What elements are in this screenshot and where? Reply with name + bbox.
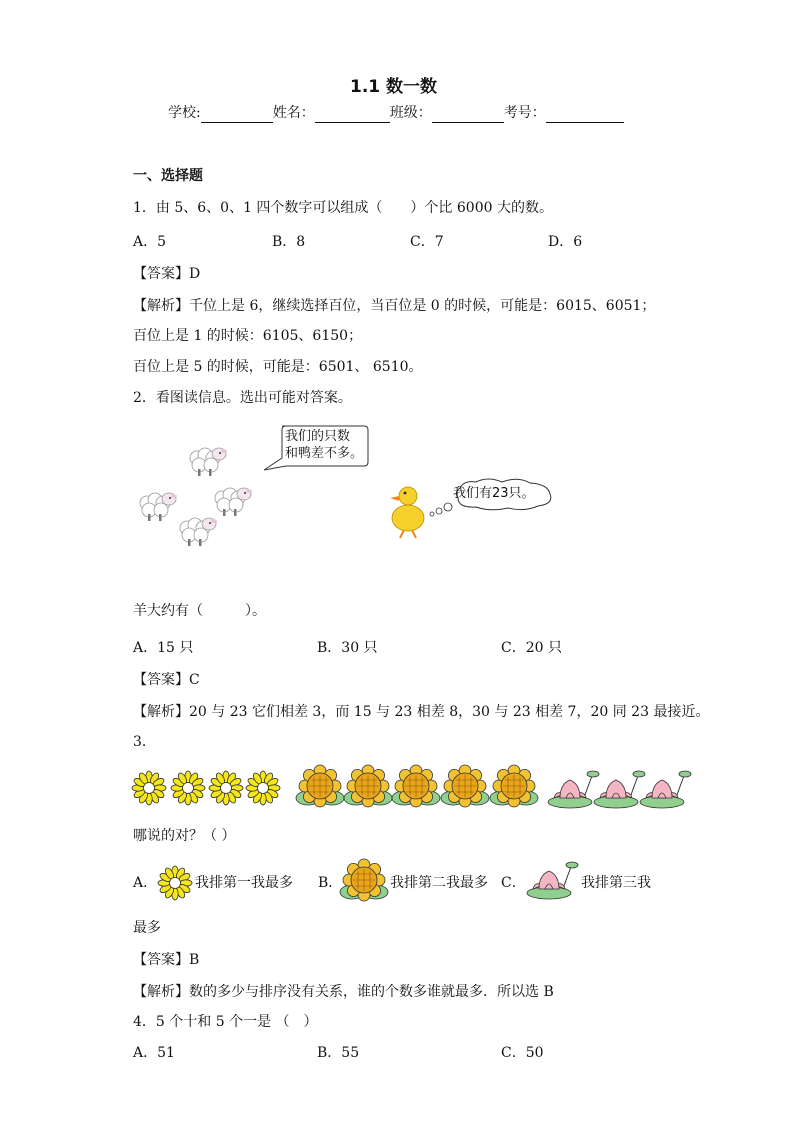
sheep-bubble-line-1: 我们的只数 bbox=[285, 429, 351, 444]
q3-option-c-text: 我排第三我 bbox=[581, 875, 651, 891]
q1-stem: 1．由 5、6、0、1 四个数字可以组成（ ）个比 6000 大的数。 bbox=[133, 200, 553, 216]
q1-answer: 【答案】D bbox=[133, 266, 201, 282]
q4-option-b: B．55 bbox=[317, 1045, 360, 1061]
page-title: 1.1 数一数 bbox=[350, 77, 438, 97]
q3-option-a-text: 我排第一我最多 bbox=[195, 875, 293, 891]
sunflower-group bbox=[296, 765, 538, 807]
sheep-group-figure bbox=[130, 430, 270, 555]
q2-option-c: C．20 只 bbox=[501, 640, 562, 656]
q1-analysis-3: 百位上是 5 的时候，可能是：6501、 6510。 bbox=[133, 359, 423, 375]
q4-option-a: A．51 bbox=[133, 1045, 175, 1061]
name-label: 姓名： bbox=[272, 105, 315, 121]
q2-question: 羊大约有（ ）。 bbox=[133, 603, 266, 619]
q2-stem: 2．看图读信息。选出可能对答案。 bbox=[133, 390, 352, 406]
school-blank[interactable] bbox=[201, 108, 273, 123]
class-label: 班级： bbox=[389, 105, 432, 121]
q1-option-c: C．7 bbox=[410, 234, 444, 250]
duck-bubble-text: 我们有23只。 bbox=[453, 486, 535, 501]
q1-analysis-2: 百位上是 1 的时候：6105、6150； bbox=[133, 328, 363, 344]
daisy-group bbox=[132, 771, 280, 805]
q2-analysis: 【解析】20 与 23 它们相差 3，而 15 与 23 相差 8，30 与 23 相差 7，20 同 23 最接近。 bbox=[133, 704, 710, 720]
q1-option-a: A．5 bbox=[133, 234, 167, 250]
q3-option-b-text: 我排第二我最多 bbox=[390, 875, 488, 891]
q4-option-c: C．50 bbox=[501, 1045, 544, 1061]
q3-option-a-letter: A． bbox=[133, 875, 158, 891]
q3-analysis: 【解析】数的多少与排序没有关系，谁的个数多谁就最多．所以选 B bbox=[133, 984, 554, 1000]
exam-no-blank[interactable] bbox=[546, 108, 624, 123]
student-info-line bbox=[168, 103, 624, 123]
lotus-icon bbox=[527, 855, 577, 905]
sheep-bubble-text bbox=[285, 428, 363, 462]
q3-answer: 【答案】B bbox=[133, 952, 200, 968]
q4-stem: 4．5 个十和 5 个一是 （ ） bbox=[133, 1014, 318, 1030]
q2-option-b: B．30 只 bbox=[317, 640, 378, 656]
exam-no-label: 考号： bbox=[503, 105, 546, 121]
q3-question: 哪说的对？（ ） bbox=[133, 828, 236, 844]
school-label: 学校: bbox=[168, 105, 201, 121]
section-heading: 一、选择题 bbox=[133, 168, 203, 184]
q3-option-c-letter: C． bbox=[501, 875, 526, 891]
q1-option-b: B．8 bbox=[272, 234, 306, 250]
q2-answer: 【答案】C bbox=[133, 672, 200, 688]
q2-option-a: A．15 只 bbox=[133, 640, 194, 656]
class-blank[interactable] bbox=[432, 108, 504, 123]
daisy-icon bbox=[158, 866, 192, 900]
q3-option-c-wrap: 最多 bbox=[133, 920, 161, 936]
sunflower-icon bbox=[339, 852, 389, 912]
q1-analysis-1: 【解析】千位上是 6，继续选择百位，当百位是 0 的时候，可能是：6015、6051； bbox=[133, 298, 656, 314]
q3-stem: 3． bbox=[133, 734, 156, 750]
q3-option-b-letter: B． bbox=[318, 875, 343, 891]
lotus-group bbox=[548, 771, 691, 808]
q1-option-d: D．6 bbox=[548, 234, 583, 250]
sheep-bubble-line-2: 和鸭差不多。 bbox=[285, 446, 364, 461]
name-blank[interactable] bbox=[315, 108, 390, 123]
flower-row-figure bbox=[130, 762, 695, 817]
